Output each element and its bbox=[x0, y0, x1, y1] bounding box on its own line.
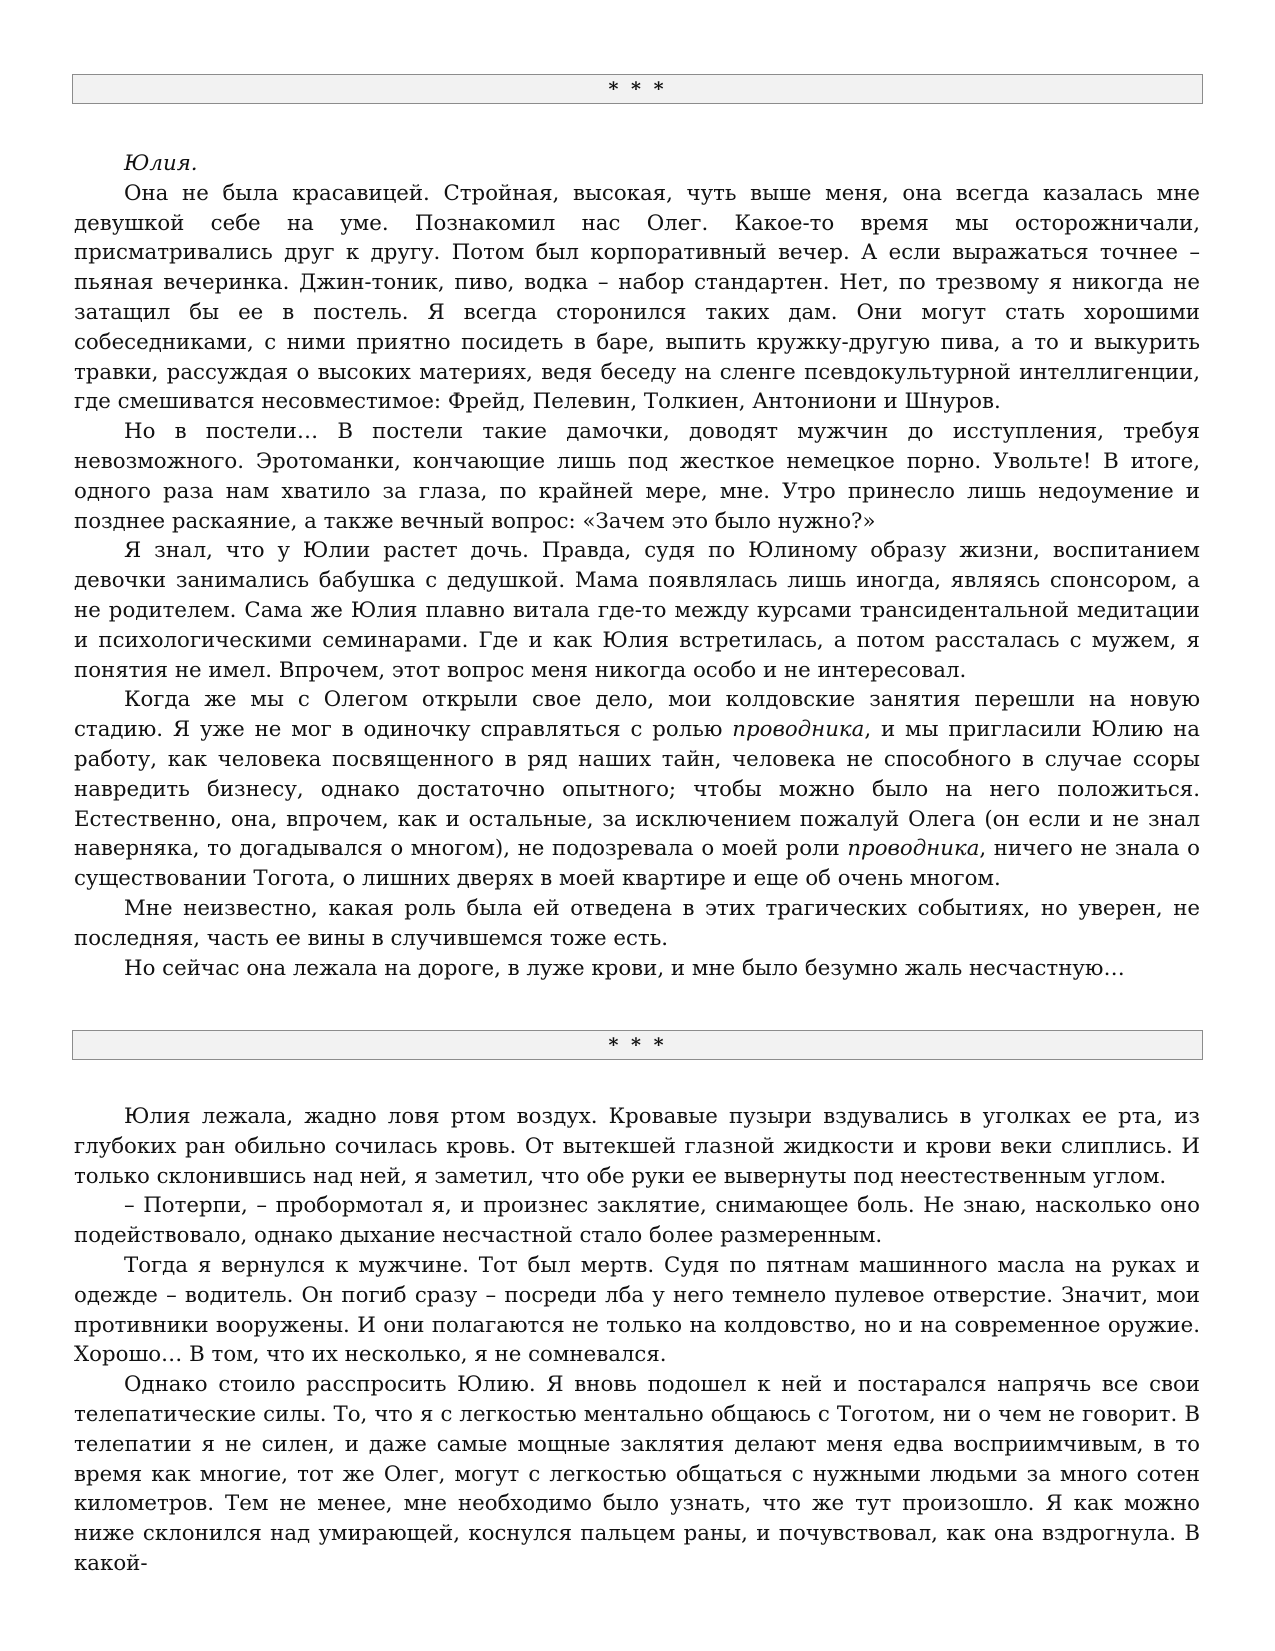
paragraph: – Потерпи, – пробормотал я, и произнес заклятие, снимающее боль. Не знаю, насколько оно подействовало, однако дыхание несчастной стало более размеренным. bbox=[74, 1193, 1200, 1249]
paragraph: Мне неизвестно, какая роль была ей отведена в этих трагических событиях, но уверен, не последняя, часть ее вины в случившемся тоже есть. bbox=[74, 895, 1200, 951]
paragraph: Но сейчас она лежала на дороге, в луже крови, и мне было безумно жаль несчастную… bbox=[124, 955, 1125, 981]
paragraph: Однако стоило расспросить Юлию. Я вновь подошел к ней и постарался напрячь все свои телепатические силы. То, что я с легкостью ментально общаюсь с Тоготом, ни о чем не говорит. В телепатии я не силен, и даже самые мощные заклятия делают меня едва восприимчивым, в то время как многие, тот же Олег, могут с легкостью общаться с нужными людьми за много сотен километров. Тем не менее, мне необходимо было узнать, что же тут произошло. Я как можно ниже склонился над умирающей, коснулся пальцем раны, и почувствовал, как она вздрогнула. В какой- bbox=[74, 1372, 1200, 1576]
paragraph-text: Когда же мы с Олегом открыли свое дело, мои колдовские занятия перешли на новую стадию. Я уже не мог в одиночку справляться с ролью bbox=[74, 687, 1200, 743]
section-break-text: * * * bbox=[608, 1034, 667, 1056]
paragraph-text: , и мы пригласили Юлию на работу, как человека посвященного в ряд наших тайн, человека не способного в случае ссоры навредить бизнесу, однако достаточно опытного; чтобы можно было на него положиться. Естественно, она, впрочем, как и остальные, за исключением пожалуй Олега (он если и не знал наверняка, то догадывался о многом), не подозревала о моей роли bbox=[74, 717, 1200, 862]
paragraph: Тогда я вернулся к мужчине. Тот был мертв. Судя по пятнам машинного масла на руках и одежде – водитель. Он погиб сразу – посреди лба у него темнело пулевое отверстие. Значит, мои противники вооружены. И они полагаются не только на колдовство, но и на современное оружие. Хорошо… В том, что их несколько, я не сомневался. bbox=[74, 1252, 1200, 1368]
section-break-bar bbox=[72, 74, 1203, 104]
chapter-heading: Юлия. bbox=[124, 151, 198, 176]
paragraph: Но в постели… В постели такие дамочки, доводят мужчин до исступления, требуя невозможного. Эротоманки, кончающие лишь под жесткое немецкое порно. Увольте! В итоге, одного раза нам хватило за глаза, по крайней мере, мне. Утро принесло лишь недоумение и позднее раскаяние, а также вечный вопрос: «Зачем это было нужно?» bbox=[74, 419, 1200, 534]
paragraph bbox=[74, 685, 1200, 894]
section-2-text bbox=[74, 1102, 1200, 1579]
section-1-text bbox=[74, 149, 1200, 983]
italic-term: проводника bbox=[732, 717, 865, 743]
paragraph: Она не была красавицей. Стройная, высокая, чуть выше меня, она всегда казалась мне девушкой себе на уме. Познакомил нас Олег. Какое-то время мы осторожничали, присматривались друг к другу. Потом был корпоративный вечер. А если выражаться точнее – пьяная вечеринка. Джин-тоник, пиво, водка – набор стандартен. Нет, по трезвому я никогда не затащил бы ее в постель. Я всегда сторонился таких дам. Они могут стать хорошими собеседниками, с ними приятно посидеть в баре, выпить кружку-другую пива, а то и выкурить травки, рассуждая о высоких материях, ведя беседу на сленге псевдокультурной интеллигенции, где смешиватся несовместимое: Фрейд, Пелевин, Толкиен, Антониони и Шнуров. bbox=[74, 180, 1200, 415]
paragraph: Юлия лежала, жадно ловя ртом воздух. Кровавые пузыри вздувались в уголках ее рта, из глубоких ран обильно сочилась кровь. От вытекшей глазной жидкости и крови веки слиплись. И только склонившись над ней, я заметил, что обе руки ее вывернуты под неестественным углом. bbox=[74, 1104, 1200, 1189]
paragraph-text: , ничего не знала о существовании Тогота, о лишних дверях в моей квартире и еще об очень многом. bbox=[74, 836, 1200, 892]
section-break-text: * * * bbox=[608, 78, 667, 100]
section-break-bar bbox=[72, 1030, 1203, 1060]
italic-term: проводника bbox=[847, 836, 980, 862]
paragraph: Я знал, что у Юлии растет дочь. Правда, судя по Юлиному образу жизни, воспитанием девочки занимались бабушка с дедушкой. Мама появлялась лишь иногда, являясь спонсором, а не родителем. Сама же Юлия плавно витала где-то между курсами трансидентальной медитации и психологическими семинарами. Где и как Юлия встретилась, а потом рассталась с мужем, я понятия не имел. Впрочем, этот вопрос меня никогда особо и не интересовал. bbox=[74, 538, 1200, 683]
